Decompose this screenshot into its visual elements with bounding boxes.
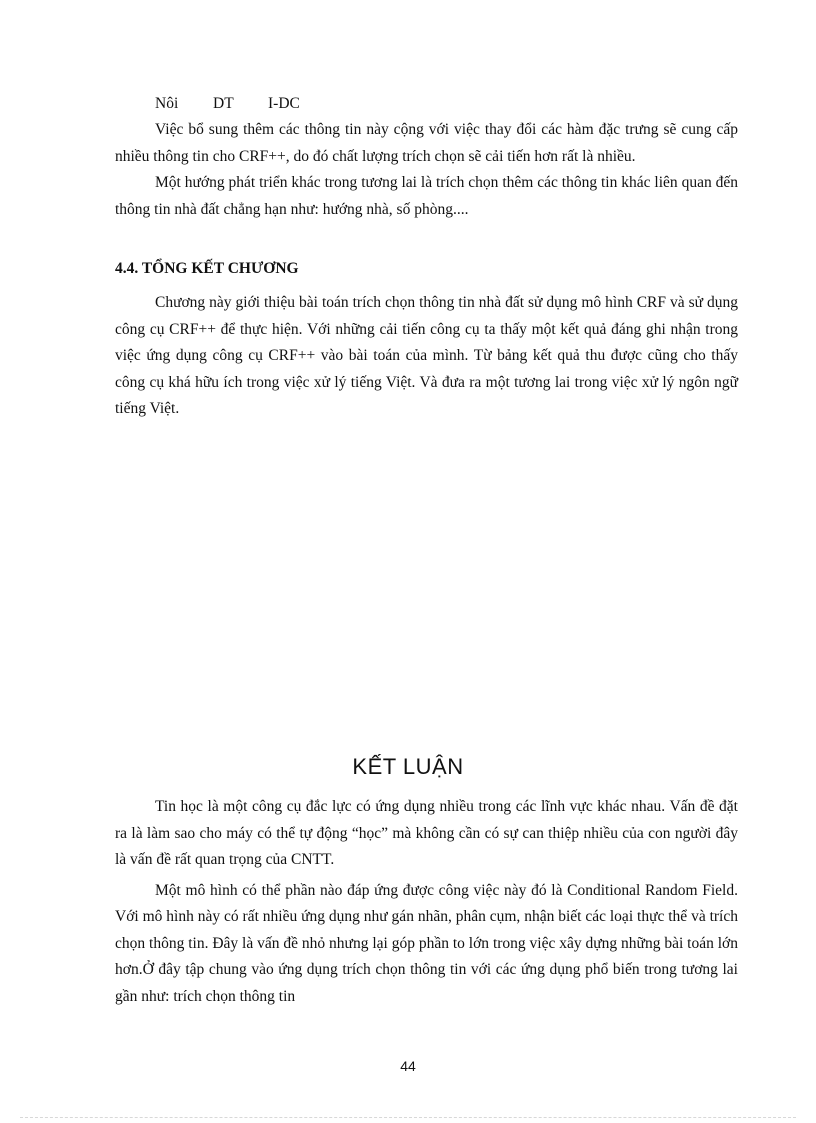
page-number: 44: [400, 1058, 416, 1074]
token-pos-tag: DT: [213, 95, 234, 112]
paragraph: Tin học là một công cụ đắc lực có ứng dụng nhiều trong các lĩnh vực khác nhau. Vấn đề đặt ra là làm sao cho máy có thể tự động “học” mà không cần có sự can thiệp nhiều của con người đây là vấn đề rất quan trọng của CNTT.: [115, 798, 738, 868]
paragraph: Một mô hình có thể phần nào đáp ứng được công việc này đó là Conditional Random Field. Với mô hình này có rất nhiều ứng dụng như gán nhãn, phân cụm, nhận biết các loại thực thể và trích chọn thông tin. Đây là vấn đề nhỏ nhưng lại góp phần to lớn trong việc xây dựng những bài toán lớn hơn.Ở đây tập chung vào ứng dụng trích chọn thông tin với các ứng dụng phổ biến trong tương lai gần như: trích chọn thông tin: [115, 881, 738, 1005]
section-heading: 4.4. TỔNG KẾT CHƯƠNG: [115, 260, 299, 277]
summary-text-block: [115, 290, 738, 423]
token-word: Nôi: [155, 95, 179, 112]
paragraph: Việc bổ sung thêm các thông tin này cộng với việc thay đổi các hàm đặc trưng sẽ cung cấp nhiều thông tin cho CRF++, do đó chất lượng trích chọn sẽ cải tiến hơn rất là nhiều.: [115, 121, 738, 165]
page-bottom-divider: [20, 1117, 796, 1118]
tag-sequence-line: [155, 93, 300, 115]
paragraph: Chương này giới thiệu bài toán trích chọn thông tin nhà đất sử dụng mô hình CRF và sử dụng công cụ CRF++ để thực hiện. Với những cải tiến công cụ ta thấy một kết quả đáng ghi nhận trong việc ứng dụng công cụ CRF++ vào bài toán của mình. Từ bảng kết quả thu được cũng cho thấy công cụ khá hữu ích trong việc xử lý tiếng Việt. Và đưa ra một tương lai trong việc xử lý ngôn ngữ tiếng Việt.: [115, 294, 738, 417]
paragraph: Một hướng phát triển khác trong tương lai là trích chọn thêm các thông tin khác liên quan đến thông tin nhà đất chẳng hạn như: hướng nhà, số phòng....: [115, 174, 738, 218]
conclusion-text-block: [115, 794, 738, 1010]
conclusion-title: KẾT LUẬN: [352, 754, 464, 779]
token-label-tag: I-DC: [268, 95, 300, 112]
continuation-text-block: [115, 117, 738, 223]
